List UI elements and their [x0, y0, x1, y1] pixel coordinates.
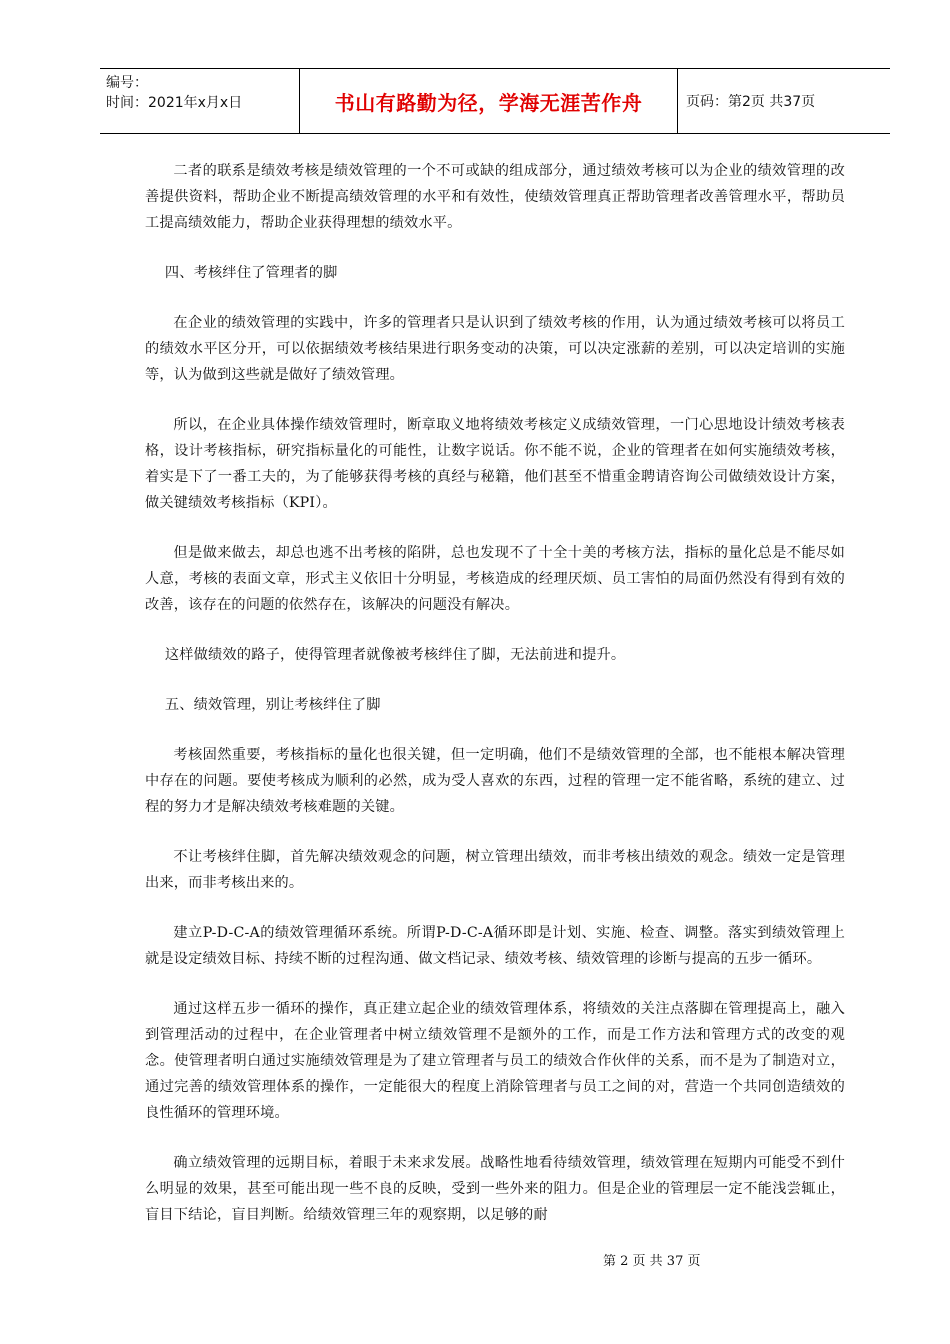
section-heading: 五、绩效管理，别让考核绊住了脚: [164, 697, 381, 713]
paragraph: 确立绩效管理的远期目标，着眼于未来求发展。战略性地看待绩效管理，绩效管理在短期内可能受不到什么明显的效果，甚至可能出现一些不良的反映，受到一些外来的阻力。但是企业的管理层一定不能浅尝辄止，盲目下结论，盲目判断。给绩效管理三年的观察期，以足够的耐: [145, 1155, 845, 1223]
document-number-label: 编号：: [106, 75, 148, 91]
paragraph: 考核固然重要，考核指标的量化也很关键，但一定明确，他们不是绩效管理的全部，也不能根本解决管理中存在的问题。要使考核成为顺利的必然，成为受人喜欢的东西，过程的管理一定不能省略，系统的建立、过程的努力才是解决绩效考核难题的关键。: [145, 747, 845, 815]
paragraph: 二者的联系是绩效考核是绩效管理的一个不可或缺的组成部分，通过绩效考核可以为企业的绩效管理的改善提供资料，帮助企业不断提高绩效管理的水平和有效性，使绩效管理真正帮助管理者改善管理水平，帮助员工提高绩效能力，帮助企业获得理想的绩效水平。: [145, 163, 845, 231]
paragraph: 通过这样五步一循环的操作，真正建立起企业的绩效管理体系，将绩效的关注点落脚在管理提高上，融入到管理活动的过程中，在企业管理者中树立绩效管理不是额外的工作，而是工作方法和管理方式的改变的观念。使管理者明白通过实施绩效管理是为了建立管理者与员工的绩效合作伙伴的关系，而不是为了制造对立，通过完善的绩效管理体系的操作，一定能很大的程度上消除管理者与员工之间的对，营造一个共同创造绩效的良性循环的管理环境。: [145, 1001, 845, 1121]
page-footer: 第 2 页 共 37 页: [603, 1254, 701, 1269]
header-page-info: 页码：第2页 共37页: [686, 94, 816, 110]
paragraph: 所以，在企业具体操作绩效管理时，断章取义地将绩效考核定义成绩效管理，一门心思地设计绩效考核表格，设计考核指标，研究指标量化的可能性，让数字说话。你不能不说，企业的管理者在如何实施绩效考核，着实是下了一番工夫的，为了能够获得考核的真经与秘籍，他们甚至不惜重金聘请咨询公司做绩效设计方案，做关键绩效考核指标（KPI）。: [145, 417, 845, 511]
section-heading: 四、考核绊住了管理者的脚: [164, 265, 338, 281]
document-body: [145, 158, 845, 1252]
paragraph: 不让考核绊住脚，首先解决绩效观念的问题，树立管理出绩效，而非考核出绩效的观念。绩效一定是管理出来，而非考核出来的。: [145, 849, 845, 891]
page-header: [100, 68, 890, 134]
paragraph: 在企业的绩效管理的实践中，许多的管理者只是认识到了绩效考核的作用，认为通过绩效考核可以将员工的绩效水平区分开，可以依据绩效考核结果进行职务变动的决策，可以决定涨薪的差别，可以决定培训的实施等，认为做到这些就是做好了绩效管理。: [145, 315, 845, 383]
paragraph: 建立P-D-C-A的绩效管理循环系统。所谓P-D-C-A循环即是计划、实施、检查、调整。落实到绩效管理上就是设定绩效目标、持续不断的过程沟通、做文档记录、绩效考核、绩效管理的诊断与提高的五步一循环。: [145, 925, 845, 967]
document-time-label: 时间：2021年x月x日: [106, 95, 243, 111]
header-meta: [100, 69, 300, 133]
header-motto: 书山有路勤为径，学海无涯苦作舟: [300, 69, 678, 133]
paragraph: 这样做绩效的路子，使得管理者就像被考核绊住了脚，无法前进和提升。: [164, 647, 626, 663]
paragraph: 但是做来做去，却总也逃不出考核的陷阱，总也发现不了十全十美的考核方法，指标的量化总是不能尽如人意，考核的表面文章，形式主义依旧十分明显，考核造成的经理厌烦、员工害怕的局面仍然没有得到有效的改善，该存在的问题的依然存在，该解决的问题没有解决。: [145, 545, 845, 613]
